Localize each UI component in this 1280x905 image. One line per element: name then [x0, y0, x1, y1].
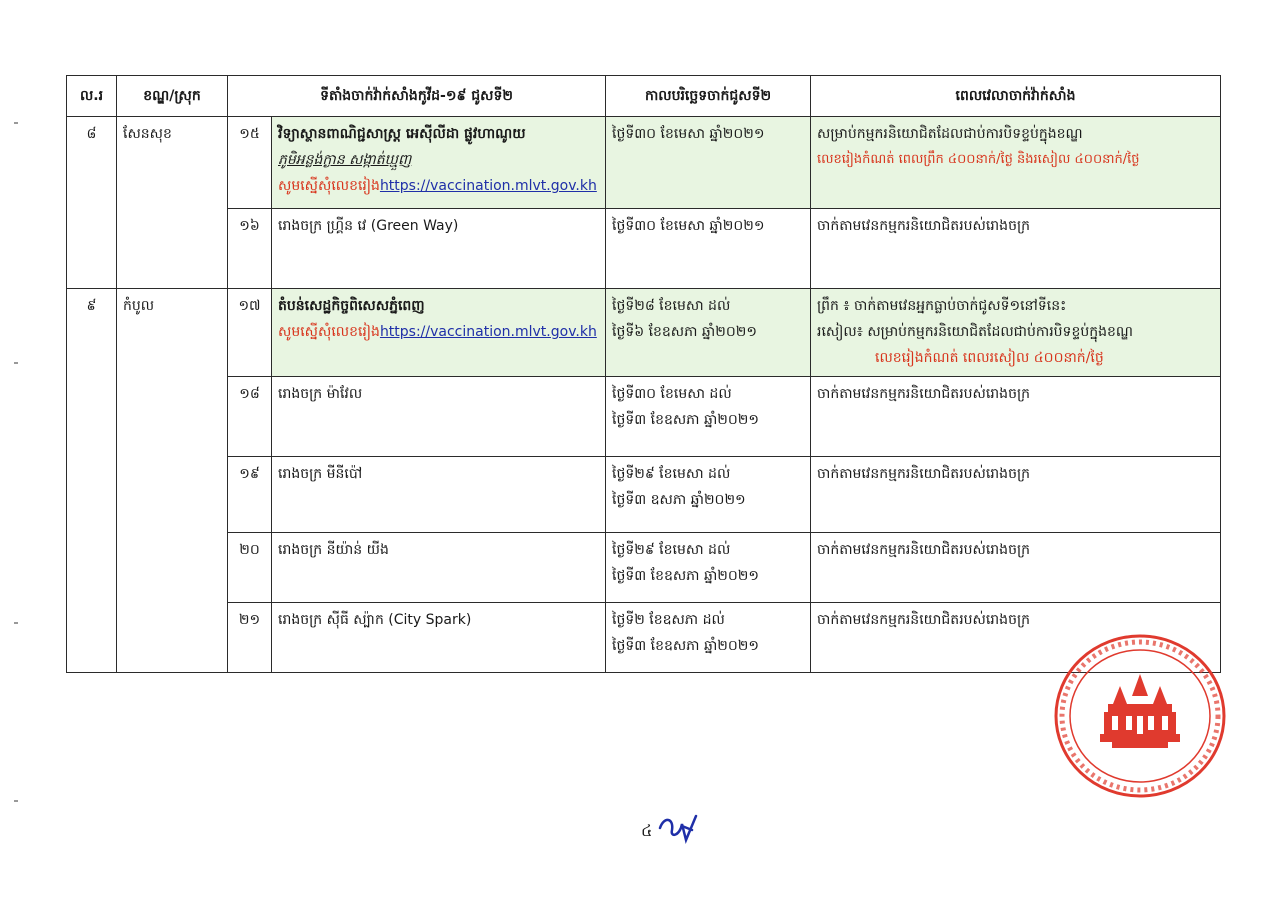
district-name: សែនសុខ — [117, 117, 228, 289]
time-cell — [811, 533, 1221, 603]
site-address: ភូមិអន្លង់ក្ងាន សង្កាត់ឃ្មួញ — [278, 152, 412, 168]
row-number: ២០ — [228, 533, 272, 603]
time-line: ចាក់តាមវេនកម្មករនិយោជិតរបស់រោងចក្រ — [817, 386, 1031, 402]
table-row — [67, 209, 1221, 289]
signature-initial-icon — [656, 806, 704, 846]
time-cell — [811, 377, 1221, 457]
margin-mark — [14, 622, 18, 624]
date-line: ថ្ងៃទី២៨ ខែមេសា ដល់ — [612, 298, 731, 314]
registration-note — [278, 319, 599, 345]
table-row — [67, 533, 1221, 603]
district-name: កំបូល — [117, 289, 228, 673]
date-line: ថ្ងៃទី៣ ខែឧសភា ឆ្នាំ២០២១ — [612, 568, 759, 584]
table-row — [67, 457, 1221, 533]
date-line: ថ្ងៃទី៦ ខែឧសភា ឆ្នាំ២០២១ — [612, 324, 757, 340]
time-line: រសៀល៖ សម្រាប់កម្មករនិយោជិតដែលជាប់ការបិទខ្ទប់ក្នុងខណ្ឌ — [817, 324, 1133, 340]
date-line: ថ្ងៃទី៣០ ខែមេសា ដល់ — [612, 386, 732, 402]
date-cell — [606, 209, 811, 289]
site-name: រោងចក្រ ស៊ីធី ស្ប៉ាក (City Spark) — [278, 612, 472, 628]
group-number: ៨ — [67, 117, 117, 289]
time-quota-line: លេខរៀងកំណត់ ពេលរសៀល ៤០០នាក់/ថ្ងៃ — [875, 350, 1104, 366]
time-cell — [811, 289, 1221, 377]
date-line: ថ្ងៃទី២៩ ខែមេសា ដល់ — [612, 542, 731, 558]
date-line: ថ្ងៃទី៣ ខែឧសភា ឆ្នាំ២០២១ — [612, 412, 759, 428]
site-cell — [272, 457, 606, 533]
header-date: កាលបរិច្ឆេទចាក់ជូសទី២ — [606, 76, 811, 117]
date-cell — [606, 117, 811, 209]
table-row — [67, 117, 1221, 209]
table-row — [67, 603, 1221, 673]
row-number: ១៨ — [228, 377, 272, 457]
row-number: ១៩ — [228, 457, 272, 533]
time-line: សម្រាប់កម្មករនិយោជិតដែលជាប់ការបិទខ្ទប់ក្នុងខណ្ឌ — [817, 126, 1083, 142]
header-site: ទីតាំងចាក់វ៉ាក់សាំងកូវីដ-១៩ ជូសទី២ — [228, 76, 606, 117]
date-line: ថ្ងៃទី៣ ឧសភា ឆ្នាំ២០២១ — [612, 492, 746, 508]
date-cell — [606, 533, 811, 603]
group-number: ៩ — [67, 289, 117, 673]
site-cell — [272, 209, 606, 289]
vaccination-schedule-table — [66, 75, 1221, 673]
table-row — [67, 289, 1221, 377]
table-row — [67, 377, 1221, 457]
time-line: ចាក់តាមវេនកម្មករនិយោជិតរបស់រោងចក្រ — [817, 218, 1031, 234]
row-number: ១៦ — [228, 209, 272, 289]
site-name: រោងចក្រ ហ្គ្រីន វេ (Green Way) — [278, 218, 459, 234]
margin-mark — [14, 800, 18, 802]
official-seal-icon — [1050, 630, 1230, 800]
row-number: ១៧ — [228, 289, 272, 377]
registration-link[interactable]: https://vaccination.mlvt.gov.kh — [379, 178, 597, 194]
site-name: រោងចក្រ មីនីប៉ៅ — [278, 466, 363, 482]
date-line: ថ្ងៃទី៣ ខែឧសភា ឆ្នាំ២០២១ — [612, 638, 759, 654]
header-district: ខណ្ឌ/ស្រុក — [117, 76, 228, 117]
date-line: ថ្ងៃទី៣០ ខែមេសា ឆ្នាំ២០២១ — [612, 126, 765, 142]
time-line: ចាក់តាមវេនកម្មករនិយោជិតរបស់រោងចក្រ — [817, 466, 1031, 482]
site-cell — [272, 533, 606, 603]
date-cell — [606, 377, 811, 457]
date-cell — [606, 289, 811, 377]
registration-label: សូមស្នើសុំលេខរៀង — [278, 324, 380, 340]
registration-note — [278, 173, 599, 199]
margin-mark — [14, 122, 18, 124]
row-number: ១៥ — [228, 117, 272, 209]
date-line: ថ្ងៃទី២ ខែឧសភា ដល់ — [612, 612, 725, 628]
time-line: ចាក់តាមវេនកម្មករនិយោជិតរបស់រោងចក្រ — [817, 542, 1031, 558]
header-time: ពេលវេលាចាក់វ៉ាក់សាំង — [811, 76, 1221, 117]
site-name: រោងចក្រ ម៉ាវែល — [278, 386, 363, 402]
site-cell — [272, 603, 606, 673]
time-line: ព្រឹក ៖ ចាក់តាមវេនអ្នកធ្លាប់ចាក់ជូសទី១នៅទីនេះ — [817, 298, 1067, 314]
site-cell — [272, 377, 606, 457]
time-line: ចាក់តាមវេនកម្មករនិយោជិតរបស់រោងចក្រ — [817, 612, 1031, 628]
date-cell — [606, 603, 811, 673]
time-cell — [811, 209, 1221, 289]
page-number: ៤ — [641, 821, 653, 840]
header-no: ល.រ — [67, 76, 117, 117]
date-cell — [606, 457, 811, 533]
header-row — [67, 76, 1221, 117]
row-number: ២១ — [228, 603, 272, 673]
site-name: តំបន់សេដ្ឋកិច្ចពិសេសភ្នំពេញ — [278, 298, 425, 314]
margin-mark — [14, 362, 18, 364]
registration-link[interactable]: https://vaccination.mlvt.gov.kh — [379, 324, 597, 340]
time-quota-line: លេខរៀងកំណត់ ពេលព្រឹក ៤០០នាក់/ថ្ងៃ និងរសៀល ៤០០នាក់/ថ្ងៃ — [817, 152, 1140, 167]
time-cell — [811, 457, 1221, 533]
date-line: ថ្ងៃទី៣០ ខែមេសា ឆ្នាំ២០២១ — [612, 218, 765, 234]
site-name: វិទ្យាស្ថានពាណិជ្ជសាស្ត្រ អេស៊ីលីដា ផ្លូវហាណូយ — [278, 126, 526, 142]
date-line: ថ្ងៃទី២៩ ខែមេសា ដល់ — [612, 466, 731, 482]
time-cell — [811, 117, 1221, 209]
site-cell — [272, 117, 606, 209]
site-cell — [272, 289, 606, 377]
registration-label: សូមស្នើសុំលេខរៀង — [278, 178, 380, 194]
site-name: រោងចក្រ នីយ៉ាន់ យីង — [278, 542, 389, 558]
